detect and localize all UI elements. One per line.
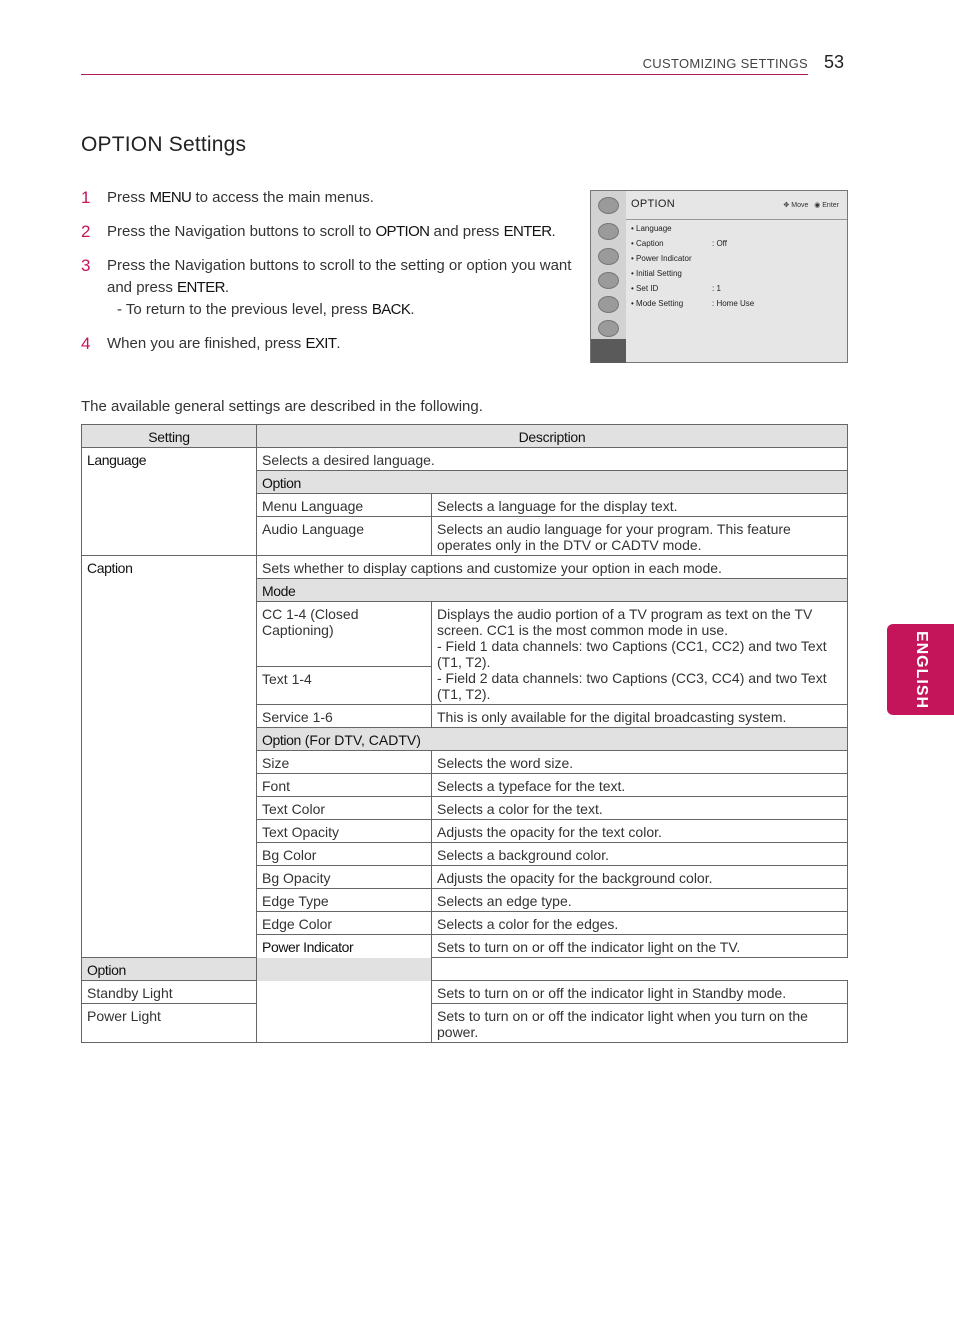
setting-description: Sets to turn on or off the indicator light on the TV.	[432, 935, 848, 958]
option-label: Service 1-6	[257, 705, 432, 728]
table-row	[82, 1004, 848, 1043]
setting-description: Selects a desired language.	[257, 448, 848, 471]
osd-item-label: Caption	[636, 239, 664, 248]
enter-dot-icon: ◉	[814, 202, 821, 209]
language-side-tab	[887, 624, 954, 715]
table-header-row	[82, 425, 848, 448]
option-description: Adjusts the opacity for the text color.	[432, 820, 848, 843]
option-description	[432, 602, 848, 705]
osd-lock-icon	[598, 197, 619, 214]
step-3	[81, 255, 591, 321]
step-text: .	[410, 301, 415, 318]
table-row	[82, 448, 848, 471]
option-label: Font	[257, 774, 432, 797]
osd-item-value: : Off	[712, 239, 727, 248]
move-arrows-icon: ✥	[783, 202, 790, 209]
step-2	[81, 221, 591, 243]
option-label: Bg Opacity	[257, 866, 432, 889]
option-label: Text Opacity	[257, 820, 432, 843]
header-divider	[81, 74, 808, 75]
setting-description: Sets whether to display captions and customize your option in each mode.	[257, 556, 848, 579]
option-description: This is only available for the digital broadcasting system.	[432, 705, 848, 728]
osd-item-label: Mode Setting	[636, 299, 684, 308]
key-name: ENTER	[503, 223, 552, 240]
option-label: Standby Light	[82, 981, 257, 1004]
step-number: 3	[81, 256, 91, 275]
osd-time-icon	[598, 296, 619, 313]
instruction-steps	[81, 187, 591, 367]
table-row	[82, 556, 848, 579]
key-name: MENU	[149, 189, 192, 206]
osd-item-label: Initial Setting	[636, 269, 682, 278]
step-text: Press the Navigation buttons to scroll to	[107, 223, 376, 240]
step-text: Press	[107, 189, 150, 206]
settings-table	[81, 424, 848, 1043]
page-title: OPTION Settings	[81, 133, 247, 156]
option-description: Selects an edge type.	[432, 889, 848, 912]
step-text: to access the main menus.	[191, 189, 374, 206]
step-text: .	[336, 335, 341, 352]
key-name: EXIT	[305, 335, 337, 352]
option-label: Edge Color	[257, 912, 432, 935]
osd-item-mode-setting: • Mode Setting : Home Use	[631, 299, 755, 308]
step-text: and press	[429, 223, 504, 240]
osd-enter-label: Enter	[822, 202, 839, 209]
osd-item-caption: • Caption : Off	[631, 239, 727, 248]
option-description: Selects a color for the text.	[432, 797, 848, 820]
option-label: Menu Language	[257, 494, 432, 517]
step-subnote	[107, 299, 591, 321]
osd-item-set-id: • Set ID : 1	[631, 284, 721, 293]
setting-name-language: Language	[82, 448, 257, 556]
section-heading: Option	[82, 958, 432, 981]
step-number: 2	[81, 222, 91, 241]
osd-nav-hints	[783, 201, 839, 209]
step-text: .	[551, 223, 556, 240]
page-number: 53	[824, 52, 845, 72]
option-description: Selects a language for the display text.	[432, 494, 848, 517]
description-line: - Field 2 data channels: two Captions (CC3, CC4) and two Text (T1, T2).	[437, 670, 827, 702]
osd-item-label: Language	[636, 224, 672, 233]
osd-move-label: Move	[791, 202, 809, 209]
section-heading: Mode	[257, 579, 848, 602]
section-heading: Option	[257, 471, 848, 494]
language-side-tab-label: ENGLISH	[912, 630, 930, 709]
option-description: Selects a typeface for the text.	[432, 774, 848, 797]
option-label: Size	[257, 751, 432, 774]
key-name: BACK	[371, 301, 411, 318]
step-text: - To return to the previous level, press	[117, 301, 372, 318]
table-row	[82, 981, 848, 1004]
osd-setup-icon	[598, 272, 619, 289]
option-description: Adjusts the opacity for the background color.	[432, 866, 848, 889]
osd-item-value: : Home Use	[712, 299, 755, 308]
osd-item-initial-setting: • Initial Setting	[631, 269, 682, 278]
option-description: Selects the word size.	[432, 751, 848, 774]
osd-option-icon	[591, 339, 626, 363]
option-label: Bg Color	[257, 843, 432, 866]
option-description: Selects a background color.	[432, 843, 848, 866]
osd-item-power-indicator: • Power Indicator	[631, 254, 692, 263]
step-text: .	[224, 279, 230, 296]
table-section-row	[82, 958, 848, 981]
description-line: Displays the audio portion of a TV program as text on the TV screen. CC1 is the most common mode in use.	[437, 606, 813, 638]
option-description: Sets to turn on or off the indicator light when you turn on the power.	[432, 1004, 848, 1043]
osd-lock-icon	[598, 320, 619, 337]
osd-item-label: Power Indicator	[636, 254, 692, 263]
step-1	[81, 187, 591, 209]
option-description: Selects a color for the edges.	[432, 912, 848, 935]
step-number: 1	[81, 188, 91, 207]
key-name: ENTER	[177, 279, 225, 296]
osd-menu-sidebar	[591, 191, 626, 362]
step-4	[81, 333, 591, 355]
key-name: OPTION	[375, 223, 430, 240]
osd-item-label: Set ID	[636, 284, 659, 293]
option-description: Selects an audio language for your program. This feature operates only in the DTV or CADTV mode.	[432, 517, 848, 556]
osd-picture-icon	[598, 223, 619, 240]
option-label: Power Light	[82, 1004, 257, 1043]
option-label: Text 1-4	[257, 666, 432, 704]
osd-title: OPTION	[631, 198, 675, 210]
table-intro-text: The available general settings are described in the following.	[81, 398, 483, 415]
osd-option-menu-screenshot	[590, 190, 848, 363]
column-header-description: Description	[257, 425, 848, 448]
option-label: Edge Type	[257, 889, 432, 912]
section-heading: Option (For DTV, CADTV)	[257, 728, 848, 751]
setting-name-caption: Caption	[82, 556, 257, 958]
step-number: 4	[81, 334, 91, 353]
option-description: Sets to turn on or off the indicator light in Standby mode.	[432, 981, 848, 1004]
column-header-setting: Setting	[82, 425, 257, 448]
osd-item-value: : 1	[712, 284, 721, 293]
description-line: - Field 1 data channels: two Captions (CC1, CC2) and two Text (T1, T2).	[437, 638, 827, 670]
osd-divider	[626, 219, 847, 220]
option-label: Text Color	[257, 797, 432, 820]
osd-item-language: • Language	[631, 224, 672, 233]
option-label: CC 1-4 (Closed Captioning)	[257, 602, 432, 667]
setting-name-power-indicator: Power Indicator	[257, 935, 432, 1043]
osd-audio-icon	[598, 248, 619, 265]
option-label: Audio Language	[257, 517, 432, 556]
step-text: Press the Navigation buttons to scroll to the setting or option you want and press	[107, 257, 572, 296]
step-text: When you are finished, press	[107, 335, 306, 352]
section-header-title: CUSTOMIZING SETTINGS	[642, 56, 808, 71]
